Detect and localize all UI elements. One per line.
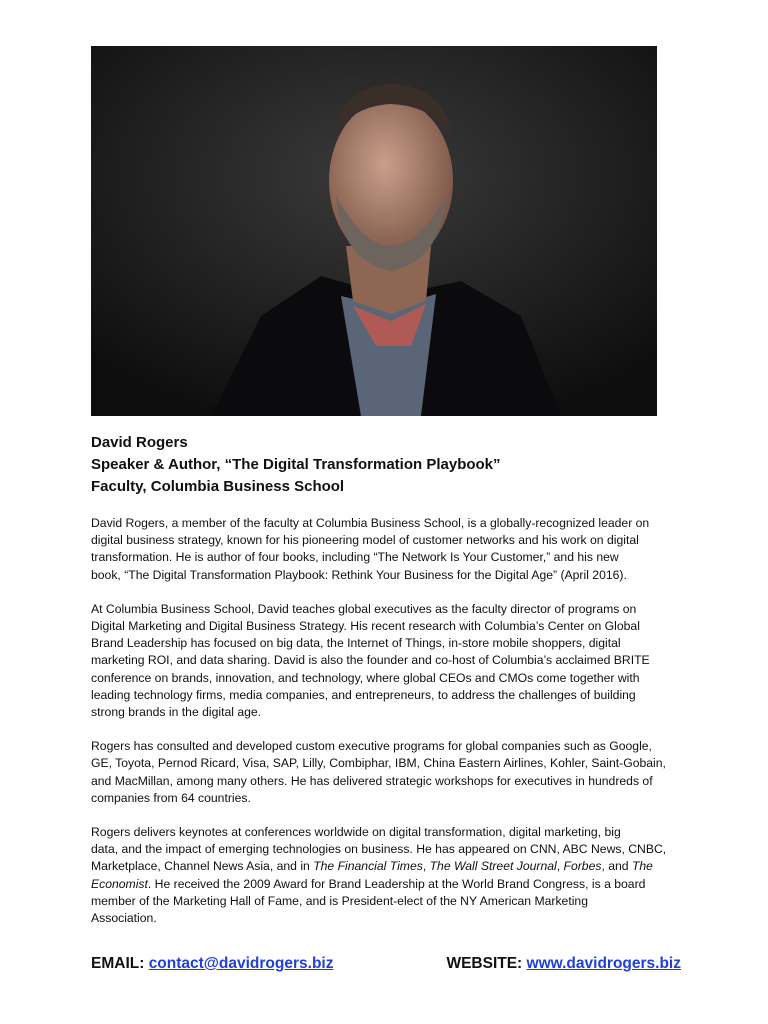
publication-name: Forbes bbox=[563, 859, 602, 874]
bio-line: member of the Marketing Hall of Fame, and is President-elect of the NY American Marketing bbox=[91, 893, 588, 908]
text-run: , and bbox=[601, 859, 632, 874]
speaker-name: David Rogers bbox=[91, 434, 188, 451]
bio-line bbox=[91, 876, 681, 893]
website-label: WEBSITE: bbox=[446, 955, 527, 972]
bio-line: book, “The Digital Transformation Playbook: Rethink Your Business for the Digital Age” (April 2016). bbox=[91, 567, 627, 582]
text-run: , bbox=[556, 859, 564, 874]
text-run: Marketplace, Channel News Asia, and in bbox=[91, 859, 314, 874]
email-block bbox=[91, 953, 333, 975]
bio-paragraph-4 bbox=[91, 824, 681, 927]
bio-line: Association. bbox=[91, 911, 157, 926]
bio-line: GE, Toyota, Pernod Ricard, Visa, SAP, Lilly, Combiphar, IBM, China Eastern Airlines, Kohler, Saint-Gobain, bbox=[91, 756, 666, 771]
text-run: , bbox=[422, 859, 430, 874]
bio-line: marketing ROI, and data sharing. David is also the founder and co-host of Columbia’s acclaimed BRITE bbox=[91, 653, 650, 668]
bio-body bbox=[91, 515, 681, 944]
bio-line: Brand Leadership has focused on big data, the Internet of Things, in-store mobile shoppers, digital bbox=[91, 636, 621, 651]
bio-line: transformation. He is author of four books, including “The Network Is Your Customer,” and his new bbox=[91, 550, 619, 565]
bio-line: leading technology firms, media companies, and entrepreneurs, to address the challenges of building bbox=[91, 687, 636, 702]
bio-paragraph-1 bbox=[91, 515, 681, 584]
speaker-affiliation: Faculty, Columbia Business School bbox=[91, 478, 345, 495]
email-link[interactable]: contact@davidrogers.biz bbox=[148, 955, 334, 972]
email-label: EMAIL: bbox=[91, 955, 149, 972]
bio-line: Rogers delivers keynotes at conferences worldwide on digital transformation, digital marketing, big bbox=[91, 825, 621, 840]
portrait-illustration bbox=[91, 46, 657, 416]
text-run: . He received the 2009 Award for Brand Leadership at the World Brand Congress, is a board bbox=[147, 876, 646, 891]
bio-line: conference on brands, innovation, and technology, where global CEOs and CMOs come together with bbox=[91, 670, 640, 685]
publication-name: The Financial Times bbox=[313, 859, 423, 874]
bio-paragraph-2 bbox=[91, 601, 681, 721]
publication-name: Economist bbox=[91, 876, 148, 891]
bio-line: Digital Marketing and Digital Business Strategy. His recent research with Columbia’s Center on Global bbox=[91, 619, 640, 634]
bio-line: and MacMillan, among many others. He has delivered strategic workshops for executives in hundreds of bbox=[91, 773, 653, 788]
bio-line: companies from 64 countries. bbox=[91, 790, 251, 805]
website-block bbox=[446, 953, 681, 975]
publication-name: The Wall Street Journal bbox=[429, 859, 557, 874]
portrait-photo bbox=[91, 46, 657, 416]
speaker-role: Speaker & Author, “The Digital Transformation Playbook” bbox=[91, 456, 501, 473]
bio-header bbox=[91, 432, 691, 498]
contact-footer bbox=[91, 953, 681, 977]
bio-line bbox=[91, 858, 681, 875]
website-link[interactable]: www.davidrogers.biz bbox=[526, 955, 681, 972]
bio-line: At Columbia Business School, David teaches global executives as the faculty director of programs on bbox=[91, 601, 637, 616]
bio-line: digital business strategy, known for his pioneering model of customer networks and his work on digital bbox=[91, 533, 639, 548]
bio-line: strong brands in the digital age. bbox=[91, 705, 262, 720]
bio-line: David Rogers, a member of the faculty at Columbia Business School, is a globally-recognized leader on bbox=[91, 516, 650, 530]
publication-name: The bbox=[631, 859, 653, 874]
bio-line: data, and the impact of emerging technologies on business. He has appeared on CNN, ABC News, CNBC, bbox=[91, 842, 667, 857]
bio-line: Rogers has consulted and developed custom executive programs for global companies such as Google, bbox=[91, 739, 652, 754]
bio-paragraph-3 bbox=[91, 738, 681, 807]
